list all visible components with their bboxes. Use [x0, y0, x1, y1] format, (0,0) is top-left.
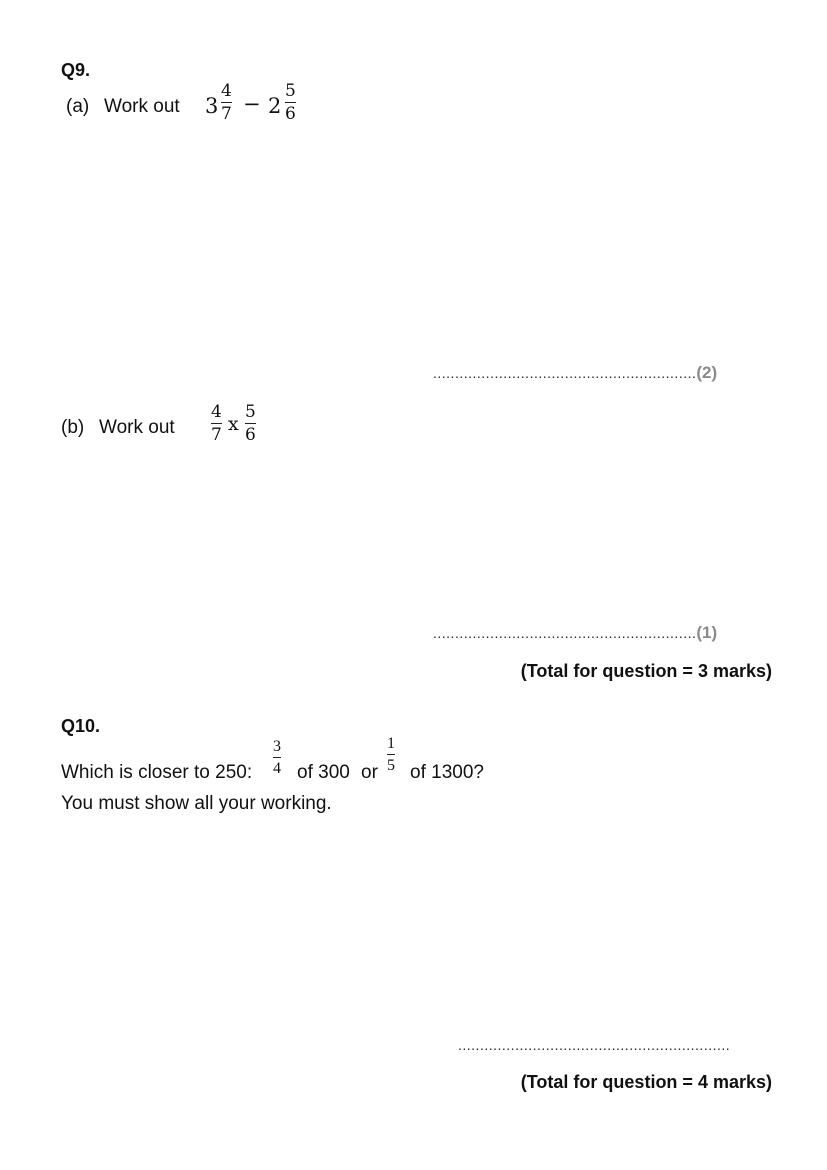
marks-b: (1) — [696, 623, 718, 642]
denominator: 4 — [273, 760, 281, 777]
question-number: Q10. — [61, 716, 101, 736]
answer-line-q10[interactable] — [458, 1037, 730, 1053]
fraction-bar — [273, 757, 281, 758]
part-a-instruction: Work out — [104, 96, 180, 117]
question-number: Q9. — [61, 60, 91, 80]
working-instruction: You must show all your working. — [61, 793, 332, 814]
denominator: 6 — [285, 104, 296, 124]
answer-dots: ............................................................ — [433, 365, 697, 381]
mixed-whole-1: 3 — [205, 94, 219, 118]
fraction-bar — [221, 102, 232, 103]
part-a-label: (a) — [66, 96, 90, 117]
marks-a: (2) — [696, 363, 718, 382]
fraction-b1 — [211, 403, 222, 445]
answer-line-a[interactable] — [433, 363, 717, 383]
times-sign: x — [228, 413, 239, 435]
of-1300: of 1300? — [410, 762, 484, 783]
total-marks-q9: (Total for question = 3 marks) — [520, 661, 772, 681]
fraction-bar — [211, 423, 222, 424]
answer-dots: .............................................................. — [458, 1037, 731, 1053]
answer-dots: ............................................................ — [433, 625, 697, 641]
part-b-instruction: Work out — [99, 417, 175, 438]
fraction-a1 — [221, 82, 232, 124]
denominator: 5 — [387, 757, 395, 774]
denominator: 7 — [221, 104, 232, 124]
numerator: 5 — [285, 81, 296, 101]
fraction-a2 — [285, 82, 296, 124]
numerator: 5 — [245, 402, 256, 422]
or-word: or — [361, 762, 378, 783]
numerator: 4 — [211, 402, 222, 422]
part-b-label: (b) — [61, 417, 85, 438]
fraction-b2 — [245, 403, 256, 445]
fraction-bar — [245, 423, 256, 424]
denominator: 7 — [211, 425, 222, 445]
total-marks-q10: (Total for question = 4 marks) — [520, 1072, 772, 1092]
numerator: 4 — [221, 81, 232, 101]
minus-sign: − — [243, 92, 261, 116]
denominator: 6 — [245, 425, 256, 445]
answer-line-b[interactable] — [433, 623, 717, 643]
fraction-one-fifth — [387, 735, 395, 775]
fraction-bar — [387, 754, 395, 755]
fraction-three-quarters — [273, 738, 281, 778]
mixed-whole-2: 2 — [268, 94, 282, 118]
numerator: 1 — [387, 735, 395, 752]
of-300: of 300 — [297, 762, 350, 783]
numerator: 3 — [273, 738, 281, 755]
fraction-bar — [285, 102, 296, 103]
question-prefix: Which is closer to 250: — [61, 762, 253, 783]
